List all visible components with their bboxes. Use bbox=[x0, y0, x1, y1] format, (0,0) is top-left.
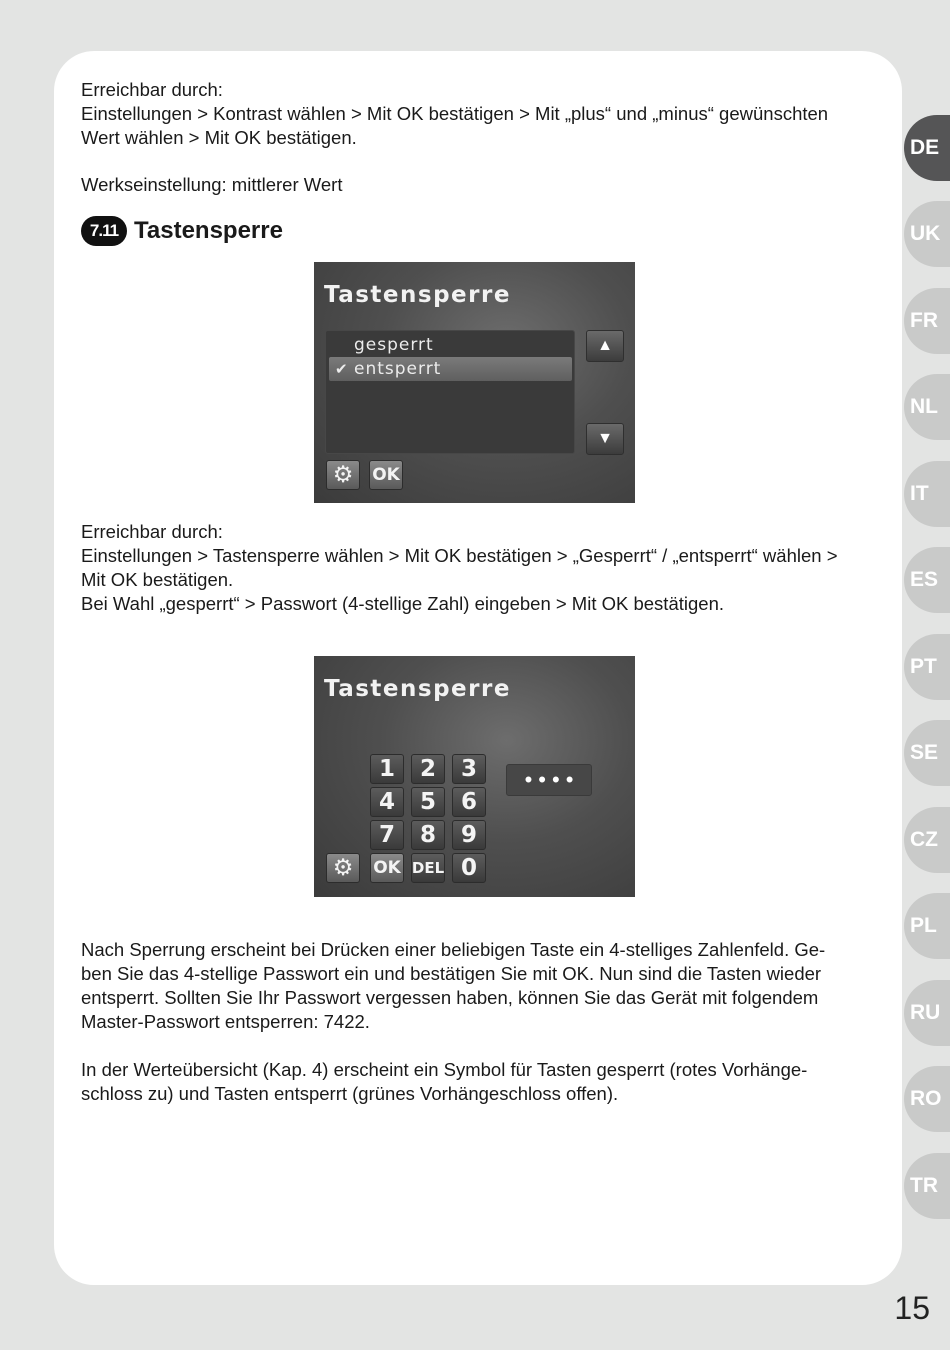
description-line: entsperrt. Sollten Sie Ihr Passwort vergessen haben, können Sie das Gerät mit folgendem bbox=[81, 987, 819, 1008]
pin-display: •••• bbox=[506, 764, 592, 796]
key-4[interactable]: 4 bbox=[370, 787, 404, 817]
key-3[interactable]: 3 bbox=[452, 754, 486, 784]
description-line: In der Werteübersicht (Kap. 4) erscheint ein Symbol für Tasten gesperrt (rotes Vorhänge- bbox=[81, 1059, 808, 1080]
key-5[interactable]: 5 bbox=[411, 787, 445, 817]
page-number: 15 bbox=[894, 1290, 930, 1326]
key-6[interactable]: 6 bbox=[452, 787, 486, 817]
access-line: Bei Wahl „gesperrt“ > Passwort (4-stellige Zahl) eingeben > Mit OK bestätigen. bbox=[81, 593, 724, 614]
intro-line: Wert wählen > Mit OK bestätigen. bbox=[81, 127, 357, 148]
option-label: entsperrt bbox=[354, 359, 442, 379]
key-7[interactable]: 7 bbox=[370, 820, 404, 850]
intro-line: Einstellungen > Kontrast wählen > Mit OK bestätigen > Mit „plus“ und „minus“ gewünschten bbox=[81, 103, 829, 124]
lang-tab-pl[interactable]: PL bbox=[904, 893, 950, 959]
lang-tab-ro[interactable]: RO bbox=[904, 1066, 950, 1132]
check-icon: ✔ bbox=[335, 360, 349, 378]
option-entsperrt[interactable] bbox=[329, 357, 572, 381]
device-screen-keypad bbox=[314, 656, 635, 897]
description-line: Master-Passwort entsperren: 7422. bbox=[81, 1011, 370, 1032]
device-screen-lock-options bbox=[314, 262, 635, 503]
access-line: Einstellungen > Tastensperre wählen > Mit OK bestätigen > „Gesperrt“ / „entsperrt“ wählen > bbox=[81, 545, 838, 566]
lock-description bbox=[81, 938, 871, 1034]
key-9[interactable]: 9 bbox=[452, 820, 486, 850]
lang-tab-de[interactable]: DE bbox=[904, 115, 950, 181]
lang-tab-fr[interactable]: FR bbox=[904, 288, 950, 354]
lang-tab-nl[interactable]: NL bbox=[904, 374, 950, 440]
delete-button[interactable]: DEL bbox=[411, 853, 445, 883]
access-line: Erreichbar durch: bbox=[81, 521, 223, 542]
screen-title: Tastensperre bbox=[324, 676, 511, 702]
lang-tab-ru[interactable]: RU bbox=[904, 980, 950, 1046]
intro-paragraph bbox=[81, 78, 871, 150]
gear-icon: ⚙ bbox=[332, 462, 354, 488]
gear-icon: ⚙ bbox=[332, 855, 354, 881]
lang-tab-es[interactable]: ES bbox=[904, 547, 950, 613]
ok-button[interactable] bbox=[369, 460, 403, 490]
lang-tab-se[interactable]: SE bbox=[904, 720, 950, 786]
section-number-badge: 7.11 bbox=[81, 216, 127, 246]
symbol-description bbox=[81, 1058, 871, 1106]
section-title: Tastensperre bbox=[134, 217, 283, 244]
option-label: gesperrt bbox=[354, 335, 434, 355]
arrow-down-icon: ▼ bbox=[597, 430, 613, 447]
settings-button[interactable] bbox=[326, 853, 360, 883]
key-0[interactable]: 0 bbox=[452, 853, 486, 883]
key-2[interactable]: 2 bbox=[411, 754, 445, 784]
key-1[interactable]: 1 bbox=[370, 754, 404, 784]
arrow-up-icon: ▲ bbox=[597, 337, 613, 354]
factory-setting-text: Werkseinstellung: mittlerer Wert bbox=[81, 174, 343, 195]
ok-label: OK bbox=[372, 465, 400, 485]
scroll-up-button[interactable] bbox=[586, 330, 624, 362]
lang-tab-uk[interactable]: UK bbox=[904, 201, 950, 267]
intro-line: Erreichbar durch: bbox=[81, 79, 223, 100]
access-line: Mit OK bestätigen. bbox=[81, 569, 234, 590]
screen-title: Tastensperre bbox=[324, 282, 511, 308]
access-paragraph bbox=[81, 520, 871, 616]
description-line: ben Sie das 4-stellige Passwort ein und bestätigen Sie mit OK. Nun sind die Tasten wieder bbox=[81, 963, 822, 984]
description-line: Nach Sperrung erscheint bei Drücken einer beliebigen Taste ein 4-stelliges Zahlenfeld. Ge- bbox=[81, 939, 826, 960]
factory-setting bbox=[81, 173, 871, 197]
options-list bbox=[325, 330, 575, 454]
scroll-down-button[interactable] bbox=[586, 423, 624, 455]
option-gesperrt[interactable] bbox=[329, 333, 572, 357]
key-8[interactable]: 8 bbox=[411, 820, 445, 850]
lang-tab-cz[interactable]: CZ bbox=[904, 807, 950, 873]
ok-button[interactable]: OK bbox=[370, 853, 404, 883]
lang-tab-tr[interactable]: TR bbox=[904, 1153, 950, 1219]
section-heading bbox=[81, 214, 283, 248]
lang-tab-it[interactable]: IT bbox=[904, 461, 950, 527]
description-line: schloss zu) und Tasten entsperrt (grünes Vorhängeschloss offen). bbox=[81, 1083, 619, 1104]
lang-tab-pt[interactable]: PT bbox=[904, 634, 950, 700]
settings-button[interactable] bbox=[326, 460, 360, 490]
